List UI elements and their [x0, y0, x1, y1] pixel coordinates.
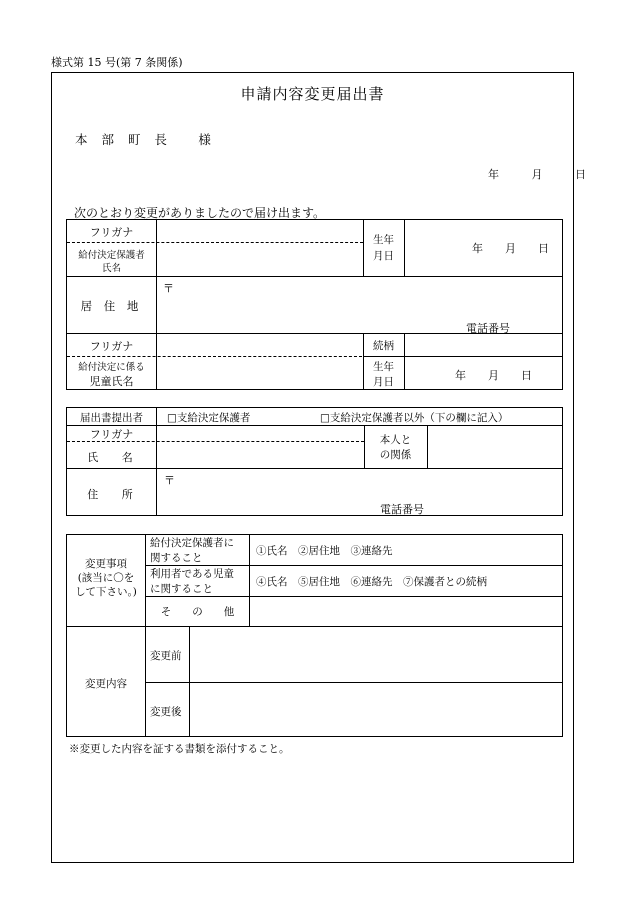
phone-label: 電話番号 [466, 322, 510, 335]
addressee: 本 部 町 長 様 [75, 132, 216, 147]
child-changes-label: 利用者である児童 [150, 568, 234, 580]
change-items-label: 変更事項 [85, 558, 127, 570]
submitter-postal-mark: 〒 [164, 474, 175, 487]
address-label: 居 住 地 [80, 299, 143, 313]
submission-date: 年 月 日 [488, 168, 592, 181]
child-name-label-2: 児童氏名 [89, 375, 134, 388]
guardian-changes-label-2: 関すること [150, 552, 203, 564]
child-birth-label-2: 月日 [373, 376, 394, 388]
option-guardian-checkbox[interactable]: □支給決定保護者 [167, 412, 251, 424]
birth-label-2: 月日 [373, 250, 394, 262]
change-items-label-3: して下さい。) [75, 586, 137, 598]
option-other-checkbox[interactable]: □支給決定保護者以外（下の欄に記入） [320, 412, 509, 424]
birth-label: 生年 [373, 234, 394, 246]
other-label: そ の 他 [160, 606, 235, 618]
child-change-options[interactable]: ④氏名 ⑤居住地 ⑥連絡先 ⑦保護者との続柄 [256, 576, 487, 588]
form-title: 申請内容変更届出書 [240, 85, 385, 103]
before-label: 変更前 [150, 650, 182, 662]
birth-date-field[interactable]: 年 月 日 [472, 242, 549, 255]
change-content-label: 変更内容 [85, 678, 127, 690]
child-birth-label: 生年 [373, 361, 394, 373]
relation-label: 本人と [379, 434, 412, 446]
submitter-address-label: 住 所 [87, 488, 136, 501]
form-number: 様式第 15 号(第 7 条関係) [51, 56, 183, 69]
guardian-name-label: 給付決定保護者 [78, 250, 145, 261]
child-changes-label-2: に関すること [150, 583, 213, 595]
guardian-change-options[interactable]: ①氏名 ②居住地 ③連絡先 [256, 545, 393, 557]
submitter-label: 届出書提出者 [80, 412, 143, 424]
submitter-name-label: 氏 名 [87, 451, 136, 464]
child-name-label: 給付決定に係る [78, 362, 145, 373]
guardian-changes-label: 給付決定保護者に [150, 537, 234, 549]
submitter-phone-label: 電話番号 [380, 503, 424, 516]
postal-mark: 〒 [163, 282, 174, 295]
guardian-name-label-2: 氏名 [101, 263, 121, 274]
change-items-label-2: (該当に〇を [77, 572, 135, 584]
submitter-furigana-label: フリガナ [89, 428, 134, 441]
after-label: 変更後 [150, 706, 182, 718]
child-birth-date-field[interactable]: 年 月 日 [455, 369, 532, 382]
furigana-label-2: フリガナ [89, 340, 134, 353]
relation-label-2: の関係 [379, 449, 412, 461]
intro-text: 次のとおり変更がありましたので届け出ます。 [74, 206, 326, 220]
attachment-note: ※変更した内容を証する書類を添付すること。 [69, 743, 290, 755]
furigana-label: フリガナ [89, 226, 134, 239]
relationship-label: 続柄 [373, 340, 394, 352]
